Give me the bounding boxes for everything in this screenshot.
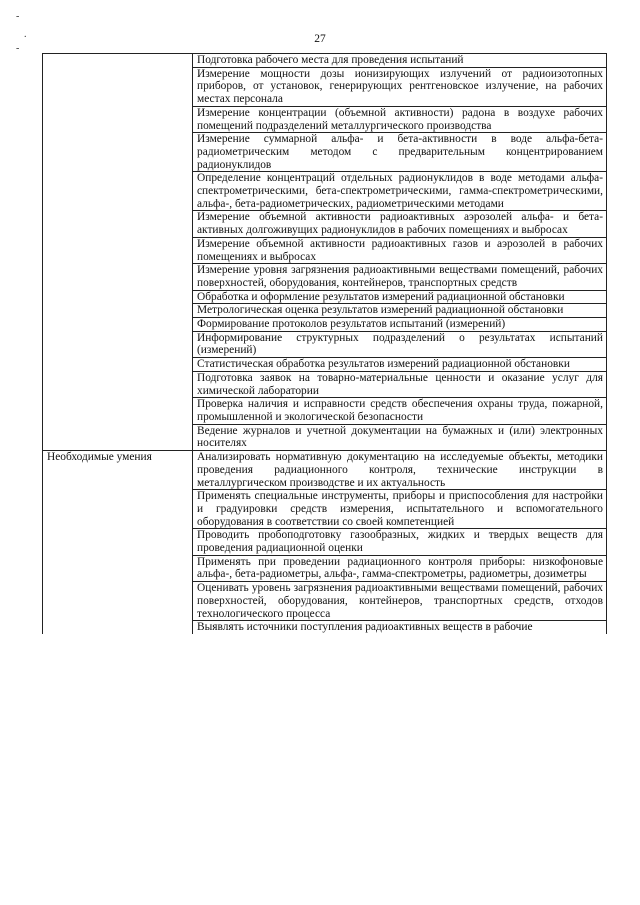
table-row: [43, 451, 607, 490]
skill-cell: Оценивать уровень загрязнения радиоактивными веществами помещений, рабочих поверхностей, оборудования, контейнеров, транспортных средств, отходов технологического процесса: [193, 582, 607, 621]
activity-cell: Ведение журналов и учетной документации на бумажных и (или) электронных носителях: [193, 424, 607, 450]
activity-cell: Подготовка заявок на товарно-материальные ценности и оказание услуг для химической лаборатории: [193, 371, 607, 397]
activity-cell: Измерение суммарной альфа- и бета-активности в воде альфа-бета-радиометрическим методом с предварительным концентрированием радионуклидов: [193, 133, 607, 172]
skill-cell: Выявлять источники поступления радиоактивных веществ в рабочие: [193, 621, 607, 634]
activity-cell: Определение концентраций отдельных радионуклидов в воде методами альфа-спектрометрическими, бета-спектрометрическими, гамма-спектрометрическими, альфа-, бета-радиометрических, радиометрическими методами: [193, 172, 607, 211]
activity-cell: Измерение объемной активности радиоактивных аэрозолей альфа- и бета-активных долгоживущих радионуклидов в рабочих помещениях и выбросах: [193, 211, 607, 237]
activity-cell: Измерение мощности дозы ионизирующих излучений от радиоизотопных приборов, от установок, генерирующих рентгеновское излучение, на рабочих местах персонала: [193, 67, 607, 106]
activity-cell: Формирование протоколов результатов испытаний (измерений): [193, 318, 607, 332]
margin-mark: .: [24, 29, 27, 40]
skill-cell: Проводить пробоподготовку газообразных, жидких и твердых веществ для проведения радиационной оценки: [193, 529, 607, 555]
page-number: 27: [314, 33, 326, 45]
skill-cell: Применять при проведении радиационного контроля приборы: низкофоновые альфа-, бета-радиометры, альфа-, гамма-спектрометры, радиометры, дозиметры: [193, 555, 607, 581]
activity-cell: Метрологическая оценка результатов измерений радиационной обстановки: [193, 304, 607, 318]
activity-cell: Обработка и оформление результатов измерений радиационной обстановки: [193, 290, 607, 304]
skills-label: Необходимые умения: [43, 451, 193, 634]
activity-cell: Подготовка рабочего места для проведения испытаний: [193, 54, 607, 68]
activity-cell: Статистическая обработка результатов измерений радиационной обстановки: [193, 358, 607, 372]
skill-cell: Применять специальные инструменты, приборы и приспособления для настройки и градуировки средств измерения, испытательного и вспомогательного оборудования в соответствии со своей компетенцией: [193, 490, 607, 529]
skill-cell: Анализировать нормативную документацию на исследуемые объекты, методики проведения радиационного контроля, технические инструкции в металлургическом производстве и их актуальность: [193, 451, 607, 490]
empty-label-cell: [43, 54, 193, 451]
activity-cell: Измерение концентрации (объемной активности) радона в воздухе рабочих помещений подразделений металлургического производства: [193, 106, 607, 132]
margin-mark: -: [16, 11, 20, 22]
table-row: [43, 54, 607, 68]
activity-cell: Измерение уровня загрязнения радиоактивными веществами помещений, рабочих поверхностей, оборудования, контейнеров, транспортных средств: [193, 264, 607, 290]
activity-cell: Проверка наличия и исправности средств обеспечения охраны труда, пожарной, промышленной и экологической безопасности: [193, 398, 607, 424]
margin-mark: -: [16, 43, 20, 54]
activity-cell: Информирование структурных подразделений о результатах испытаний (измерений): [193, 331, 607, 357]
activity-cell: Измерение объемной активности радиоактивных газов и аэрозолей в рабочих помещениях и выбросах: [193, 237, 607, 263]
competency-table: [42, 53, 607, 634]
